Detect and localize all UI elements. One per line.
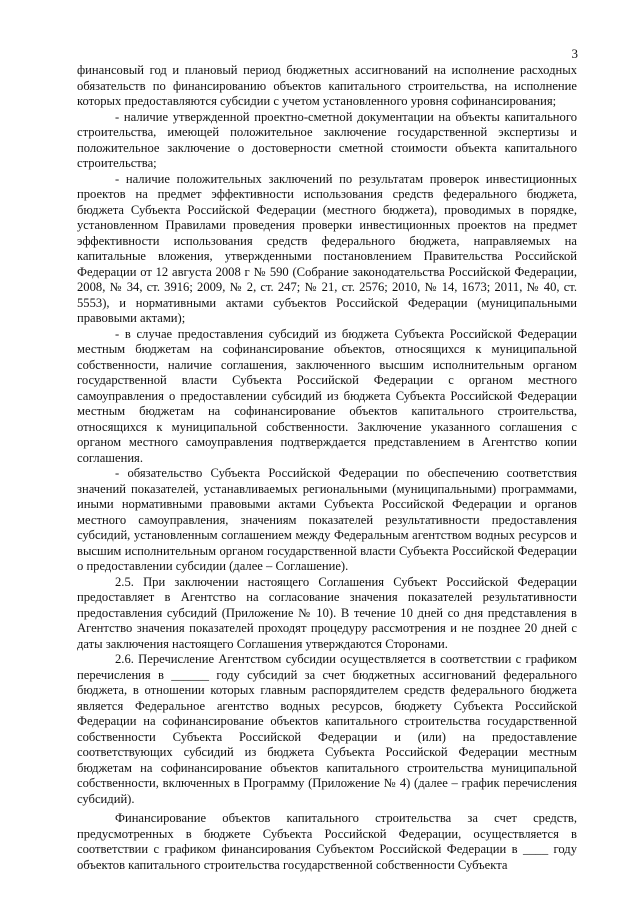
page-number: 3 xyxy=(571,46,578,61)
document-body xyxy=(77,63,577,873)
paragraph-municipal-agreement: - в случае предоставления субсидий из бюджета Субъекта Российской Федерации местным бюджетам на софинансирование объектов, относящихся к муниципальной собственности, наличие соглашения, заключенного высшим исполнительным органом государственной власти Субъекта Российской Федерации с органом местного самоуправления о предоставлении субсидий из бюджета Субъекта Российской Федерации местным бюджетам на софинансирование объектов капитального строительства, относящихся к муниципальной собственности. Заключение указанного соглашения с органом местного самоуправления подтверждается представлением в Агентство копии соглашения. xyxy=(77,326,577,465)
paragraph-design-documentation: - наличие утвержденной проектно-сметной документации на объекты капитального строительства, имеющей положительное заключение государственной экспертизы и положительное заключение о достоверности сметной стоимости объекта капитального строительства; xyxy=(77,109,577,170)
paragraph-2-6: 2.6. Перечисление Агентством субсидии осуществляется в соответствии с графиком перечисления в ______ году субсидий за счет бюджетных ассигнований федерального бюджета, в отношении которых главным распорядителем средств федерального бюджета является Федеральное агентство водных ресурсов, бюджету Субъекта Российской Федерации на софинансирование объектов капитального строительства государственной собственности Субъекта Российской Федерации и (или) на предоставление соответствующих субсидий из бюджета Субъекта Российской Федерации местным бюджетам на софинансирование объектов капитального строительства муниципальной собственности, включенных в Программу (Приложение № 4) (далее – график перечисления субсидий). xyxy=(77,652,577,806)
paragraph-financing: Финансирование объектов капитального строительства за счет средств, предусмотренных в бюджете Субъекта Российской Федерации, осуществляется в соответствии с графиком финансирования Субъектом Российской Федерации в ____ году объектов капитального строительства государственной собственности Субъекта xyxy=(77,811,577,872)
paragraph-2-5: 2.5. При заключении настоящего Соглашения Субъект Российской Федерации предоставляет в Агентство на согласование значения показателей результативности предоставления субсидий (Приложение № 10). В течение 10 дней со дня представления в Агентство значения показателей проходят процедуру рассмотрения и не позднее 20 дней с даты заключения настоящего Соглашения утверждаются Сторонами. xyxy=(77,574,577,651)
paragraph-investment-review: - наличие положительных заключений по результатам проверок инвестиционных проектов на предмет эффективности использования средств федерального бюджета, бюджета Субъекта Российской Федерации (местного бюджета), проводимых в порядке, установленном Правилами проведения проверки инвестиционных проектов на предмет эффективности использования средств федерального бюджета, направляемых на капитальные вложения, утвержденными постановлением Правительства Российской Федерации от 12 августа 2008 г № 590 (Собрание законодательства Российской Федерации, 2008, № 34, ст. 3916; 2009, № 2, ст. 247; № 21, ст. 2576; 2010, № 14, 1673; 2011, № 40, ст. 5553), и нормативными актами субъектов Российской Федерации (муниципальными правовыми актами); xyxy=(77,171,577,325)
paragraph-continuation: финансовый год и плановый период бюджетных ассигнований на исполнение расходных обязательств по финансированию объектов капитального строительства, на исполнение которых предоставляются субсидии с учетом установленного уровня софинансирования; xyxy=(77,63,577,108)
paragraph-obligation: - обязательство Субъекта Российской Федерации по обеспечению соответствия значений показателей, устанавливаемых региональными (муниципальными) программами, иными нормативными правовыми актами Субъекта Российской Федерации и органов местного самоуправления, значениям показателей результативности предоставления субсидий, установленным соглашением между Федеральным агентством водных ресурсов и высшим исполнительным органом государственной власти Субъекта Российской Федерации о предоставлении субсидии (далее – Соглашение). xyxy=(77,466,577,573)
